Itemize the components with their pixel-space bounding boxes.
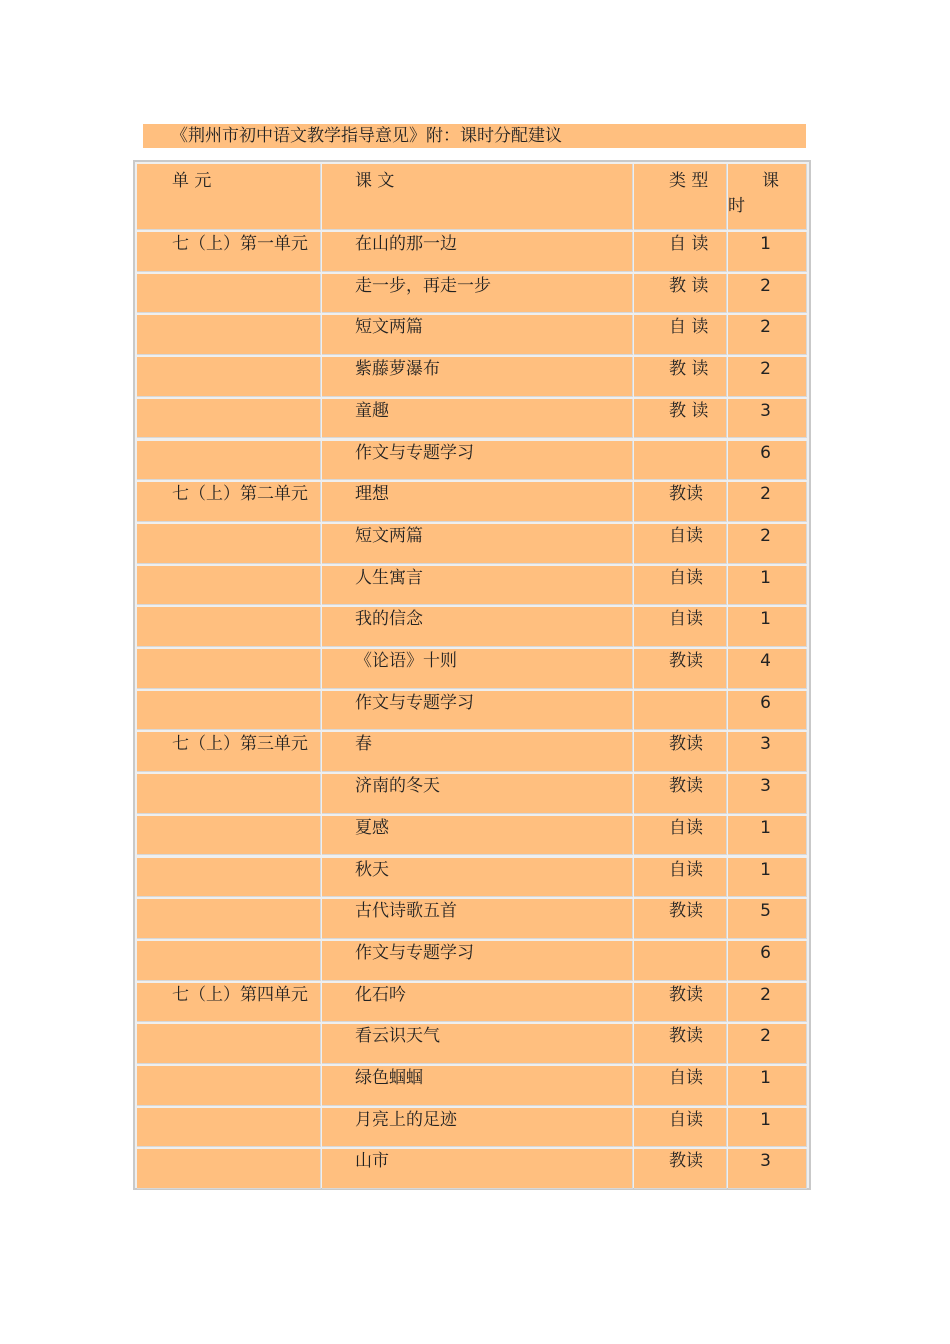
table-cell-type xyxy=(634,482,727,522)
table-cell-lesson xyxy=(322,691,633,731)
table-cell-type xyxy=(634,899,727,939)
hours-value: 2 xyxy=(760,359,771,380)
hours-value: 2 xyxy=(760,525,771,546)
table-cell-type xyxy=(634,274,727,314)
row-lesson: 化石吟 xyxy=(355,984,406,1005)
row-type: 教 读 xyxy=(669,275,709,296)
row-unit: 七（上）第四单元 xyxy=(172,984,308,1005)
table-cell-hours xyxy=(728,1066,807,1106)
table-cell-type xyxy=(634,858,727,898)
table-cell-hours xyxy=(728,649,807,689)
row-type: 自读 xyxy=(669,817,703,838)
table-cell-hours xyxy=(728,983,807,1023)
table-cell-lesson xyxy=(322,232,633,272)
table-cell-type xyxy=(634,1066,727,1106)
table-cell-unit xyxy=(137,357,321,397)
header-hours-line2: 时 xyxy=(728,196,745,216)
hours-value: 1 xyxy=(760,1109,771,1130)
table-cell-hours xyxy=(728,774,807,814)
row-lesson: 紫藤萝瀑布 xyxy=(355,359,440,380)
table-cell-hours xyxy=(728,816,807,856)
row-type: 自 读 xyxy=(669,317,709,338)
table-cell-lesson xyxy=(322,357,633,397)
header-unit-label: 单 元 xyxy=(172,171,212,191)
document-title: 《荆州市初中语文教学指导意见》附：课时分配建议 xyxy=(143,124,806,148)
table-cell-lesson xyxy=(322,1024,633,1064)
table-cell-hours xyxy=(728,1149,807,1189)
table-cell-type xyxy=(634,357,727,397)
hours-value: 1 xyxy=(760,817,771,838)
row-type: 教读 xyxy=(669,651,703,671)
table-cell-type xyxy=(634,941,727,981)
table-cell-lesson xyxy=(322,983,633,1023)
table-cell-type xyxy=(634,691,727,731)
row-type: 教读 xyxy=(669,776,703,797)
table-cell-type xyxy=(634,524,727,564)
hours-value: 4 xyxy=(760,651,771,671)
row-type: 自 读 xyxy=(669,234,709,254)
hours-value: 2 xyxy=(760,317,771,338)
table-cell-hours xyxy=(728,899,807,939)
row-type: 自读 xyxy=(669,1068,703,1088)
table-cell-unit xyxy=(137,1108,321,1148)
table-cell-unit xyxy=(137,941,321,981)
table-cell-type xyxy=(634,566,727,606)
table-cell-unit xyxy=(137,524,321,564)
row-lesson: 在山的那一边 xyxy=(355,234,457,254)
row-lesson: 作文与专题学习 xyxy=(355,442,474,463)
table-cell-unit xyxy=(137,232,321,272)
hours-value: 5 xyxy=(760,901,771,922)
header-cell-lesson xyxy=(322,164,633,230)
table-cell-hours xyxy=(728,941,807,981)
header-hours-line1: 课 xyxy=(762,171,779,191)
table-cell-type xyxy=(634,816,727,856)
row-lesson: 《论语》十则 xyxy=(355,651,457,671)
hours-value: 1 xyxy=(760,567,771,588)
table-cell-unit xyxy=(137,607,321,647)
table-cell-lesson xyxy=(322,566,633,606)
table-cell-lesson xyxy=(322,315,633,355)
table-cell-unit xyxy=(137,691,321,731)
table-cell-unit xyxy=(137,566,321,606)
table-cell-unit xyxy=(137,274,321,314)
hours-value: 3 xyxy=(760,734,771,755)
table-cell-hours xyxy=(728,524,807,564)
table-cell-unit xyxy=(137,441,321,481)
table-cell-lesson xyxy=(322,1066,633,1106)
header-cell-type xyxy=(634,164,727,230)
table-cell-lesson xyxy=(322,899,633,939)
row-type: 教读 xyxy=(669,901,703,922)
table-cell-lesson xyxy=(322,816,633,856)
hours-value: 2 xyxy=(760,484,771,505)
table-cell-hours xyxy=(728,441,807,481)
table-cell-lesson xyxy=(322,1149,633,1189)
table-cell-lesson xyxy=(322,858,633,898)
row-lesson: 春 xyxy=(355,734,372,755)
table-cell-hours xyxy=(728,399,807,439)
table-cell-unit xyxy=(137,315,321,355)
table-cell-hours xyxy=(728,357,807,397)
table-cell-type xyxy=(634,1024,727,1064)
row-type: 教读 xyxy=(669,1151,703,1172)
table-cell-unit xyxy=(137,1066,321,1106)
table-cell-lesson xyxy=(322,399,633,439)
table-cell-lesson xyxy=(322,607,633,647)
table-cell-hours xyxy=(728,274,807,314)
row-lesson: 短文两篇 xyxy=(355,317,423,338)
table-cell-lesson xyxy=(322,732,633,772)
table-cell-lesson xyxy=(322,649,633,689)
table-cell-unit xyxy=(137,816,321,856)
row-unit: 七（上）第三单元 xyxy=(172,734,308,755)
row-lesson: 作文与专题学习 xyxy=(355,942,474,963)
hours-value: 2 xyxy=(760,1026,771,1047)
table-cell-lesson xyxy=(322,482,633,522)
table-cell-hours xyxy=(728,691,807,731)
hours-value: 2 xyxy=(760,275,771,296)
row-lesson: 夏感 xyxy=(355,817,389,838)
row-type: 自读 xyxy=(669,567,703,588)
table-cell-hours xyxy=(728,482,807,522)
header-cell-unit xyxy=(137,164,321,230)
row-lesson: 山市 xyxy=(355,1151,389,1172)
row-type: 自读 xyxy=(669,1109,703,1130)
table-cell-hours xyxy=(728,232,807,272)
table-cell-type xyxy=(634,774,727,814)
row-lesson: 童趣 xyxy=(355,400,389,421)
header-cell-hours xyxy=(728,164,807,230)
table-cell-hours xyxy=(728,607,807,647)
table-cell-lesson xyxy=(322,941,633,981)
row-lesson: 理想 xyxy=(355,484,389,505)
row-lesson: 作文与专题学习 xyxy=(355,692,474,713)
row-lesson: 短文两篇 xyxy=(355,525,423,546)
table-cell-lesson xyxy=(322,1108,633,1148)
header-type-label: 类 型 xyxy=(669,171,709,191)
row-type: 教读 xyxy=(669,484,703,505)
row-type: 自读 xyxy=(669,859,703,880)
row-lesson: 看云识天气 xyxy=(355,1026,440,1047)
table-cell-type xyxy=(634,732,727,772)
table-cell-type xyxy=(634,1108,727,1148)
row-type: 教读 xyxy=(669,984,703,1005)
row-type: 教 读 xyxy=(669,400,709,421)
row-lesson: 月亮上的足迹 xyxy=(355,1109,457,1130)
hours-value: 3 xyxy=(760,1151,771,1172)
row-lesson: 绿色蝈蝈 xyxy=(355,1068,423,1088)
hours-value: 6 xyxy=(760,942,771,963)
table-cell-lesson xyxy=(322,441,633,481)
hours-value: 3 xyxy=(760,400,771,421)
row-type: 教读 xyxy=(669,734,703,755)
row-lesson: 人生寓言 xyxy=(355,567,423,588)
table-cell-unit xyxy=(137,983,321,1023)
table-cell-hours xyxy=(728,858,807,898)
table-cell-type xyxy=(634,232,727,272)
table-cell-unit xyxy=(137,732,321,772)
table-cell-type xyxy=(634,607,727,647)
hours-value: 1 xyxy=(760,1068,771,1088)
table-cell-unit xyxy=(137,774,321,814)
row-lesson: 我的信念 xyxy=(355,609,423,630)
table-cell-hours xyxy=(728,1024,807,1064)
table-cell-hours xyxy=(728,566,807,606)
table-cell-lesson xyxy=(322,274,633,314)
table-cell-unit xyxy=(137,482,321,522)
table-cell-unit xyxy=(137,399,321,439)
row-type: 自读 xyxy=(669,525,703,546)
row-lesson: 济南的冬天 xyxy=(355,776,440,797)
table-cell-hours xyxy=(728,732,807,772)
header-lesson-label: 课 文 xyxy=(355,171,395,191)
row-unit: 七（上）第一单元 xyxy=(172,234,308,254)
row-unit: 七（上）第二单元 xyxy=(172,484,308,505)
table-cell-lesson xyxy=(322,524,633,564)
row-type: 教 读 xyxy=(669,359,709,380)
row-type: 教读 xyxy=(669,1026,703,1047)
table-cell-unit xyxy=(137,858,321,898)
table-cell-type xyxy=(634,649,727,689)
table-cell-lesson xyxy=(322,774,633,814)
hours-value: 1 xyxy=(760,859,771,880)
table-cell-type xyxy=(634,983,727,1023)
row-lesson: 走一步，再走一步 xyxy=(355,275,491,296)
table-cell-type xyxy=(634,315,727,355)
table-cell-type xyxy=(634,1149,727,1189)
lesson-hours-table xyxy=(133,160,811,1190)
hours-value: 6 xyxy=(760,442,771,463)
table-cell-unit xyxy=(137,1149,321,1189)
hours-value: 1 xyxy=(760,234,771,254)
hours-value: 2 xyxy=(760,984,771,1005)
table-cell-unit xyxy=(137,649,321,689)
hours-value: 3 xyxy=(760,776,771,797)
row-type: 自读 xyxy=(669,609,703,630)
table-cell-unit xyxy=(137,1024,321,1064)
table-cell-type xyxy=(634,441,727,481)
row-lesson: 古代诗歌五首 xyxy=(355,901,457,922)
table-cell-hours xyxy=(728,1108,807,1148)
table-cell-hours xyxy=(728,315,807,355)
hours-value: 6 xyxy=(760,692,771,713)
table-cell-unit xyxy=(137,899,321,939)
hours-value: 1 xyxy=(760,609,771,630)
row-lesson: 秋天 xyxy=(355,859,389,880)
table-cell-type xyxy=(634,399,727,439)
